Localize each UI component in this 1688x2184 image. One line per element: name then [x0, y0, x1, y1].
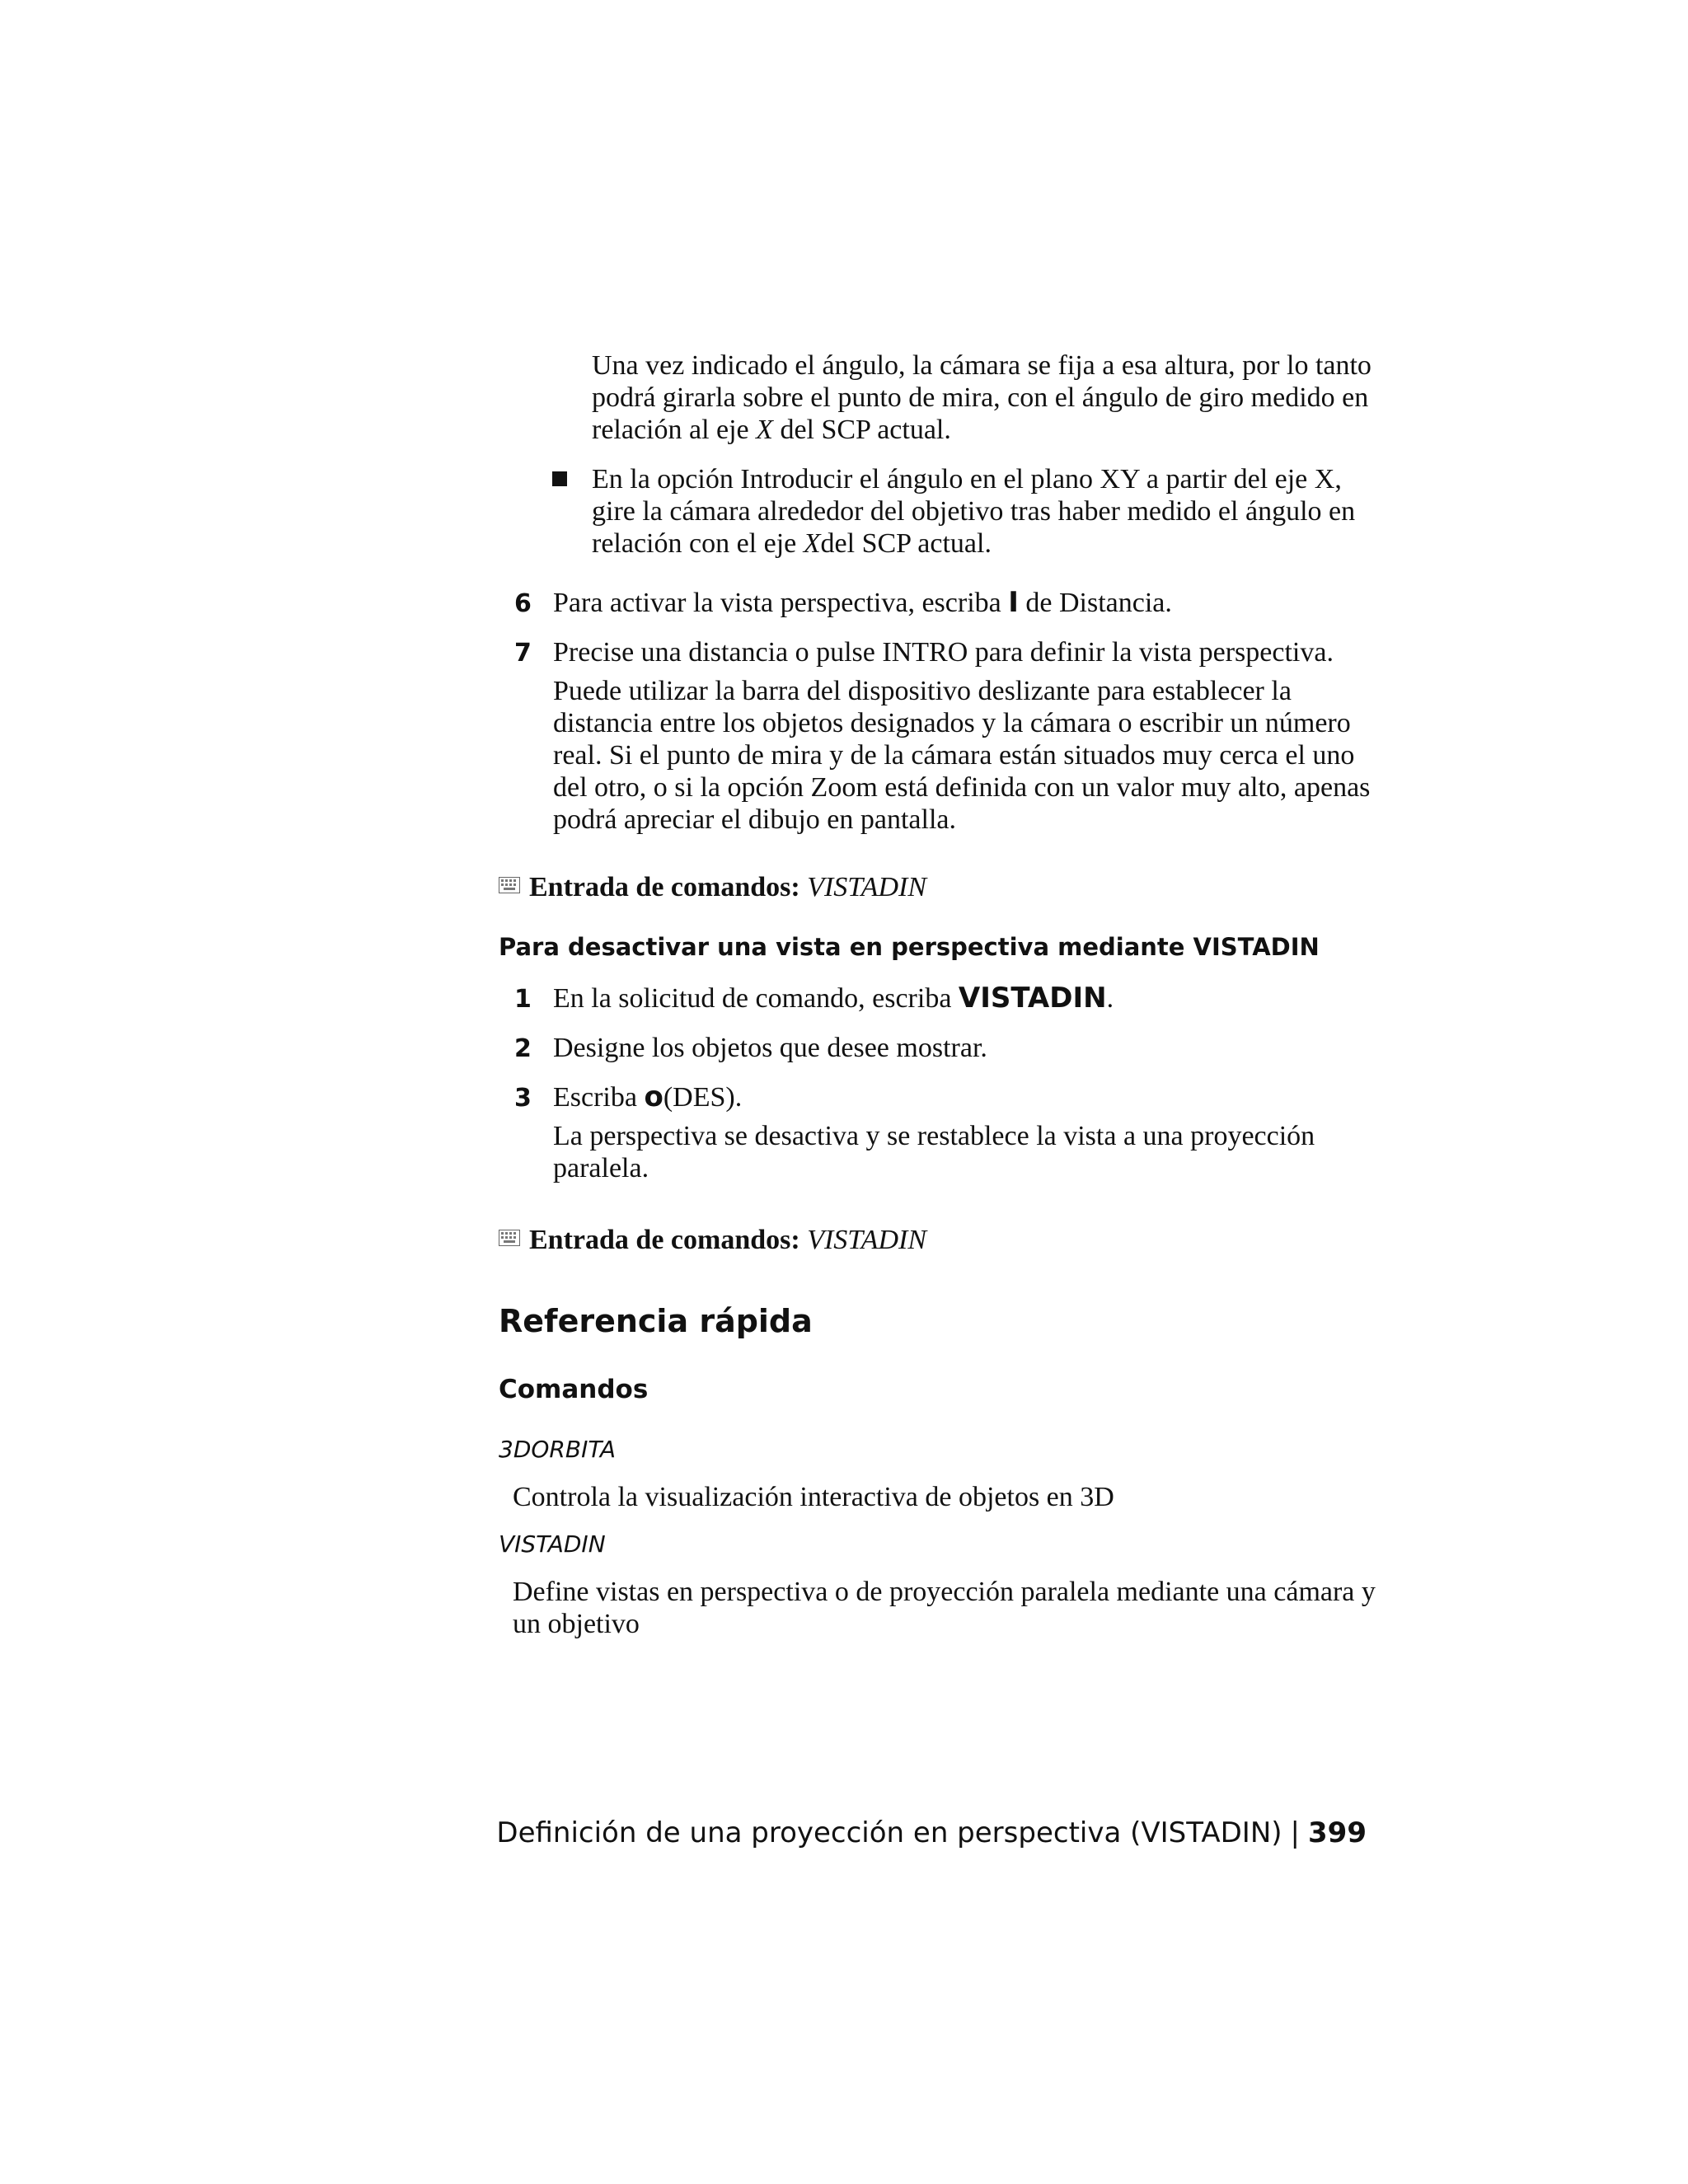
step-text-pre: Para activar la vista perspectiva, escriba — [553, 588, 1009, 618]
keyboard-icon — [499, 877, 520, 893]
command-name: VISTADIN — [499, 1530, 606, 1558]
command-entry-value: VISTADIN — [807, 872, 927, 902]
step-note: La perspectiva se desactiva y se restablece la vista a una proyección paralela. — [553, 1121, 1315, 1183]
procedure-title: Para desactivar una vista en perspectiva mediante VISTADIN — [499, 933, 1320, 961]
intro-text-a: Una vez indicado el ángulo, la cámara se fija a esa altura, por lo tanto podrá girarla sobre el punto de mira, con el ángulo de giro medido en relación al eje — [592, 350, 1372, 445]
bullet-axis-x: X — [803, 528, 821, 559]
command-description: Controla la visualización interactiva de objetos en 3D — [513, 1482, 1114, 1512]
footer-separator: | — [1290, 1816, 1301, 1849]
command-entry-label: Entrada de comandos: — [529, 1225, 800, 1255]
step-number: 3 — [514, 1084, 532, 1113]
commands-title: Comandos — [499, 1375, 649, 1404]
step-text — [553, 982, 1386, 1015]
intro-paragraph — [592, 349, 1383, 446]
intro-axis-x: X — [756, 415, 773, 445]
keyboard-icon — [499, 1230, 520, 1246]
step-text — [553, 1081, 1386, 1113]
step-text — [553, 587, 1386, 619]
step-text-pre: Designe los objetos que desee mostrar. — [553, 1033, 987, 1063]
intro-text-b: del SCP actual. — [772, 415, 951, 445]
step-text-pre: Escriba — [553, 1082, 645, 1113]
command-entry — [529, 871, 926, 903]
command-description: Define vistas en perspectiva o de proyección paralela mediante una cámara y un objetivo — [513, 1577, 1376, 1639]
command-entry-value: VISTADIN — [807, 1225, 927, 1255]
page-footer — [496, 1816, 1367, 1850]
step-text-post: . — [1106, 983, 1114, 1014]
step-note: Puede utilizar la barra del dispositivo deslizante para establecer la distancia entre los objetos designados y la cámara o escribir un número real. Si el punto de mira y de la cámara están situados muy cerca el uno del otro, o si la opción Zoom está definida con un valor muy alto, apenas podrá apreciar el dibujo en pantalla. — [553, 676, 1371, 835]
bullet-text-a: En la opción Introducir el ángulo en el plano XY a partir del eje X, gire la cámara alrededor del objetivo tras haber medido el ángulo en relación con el eje — [592, 464, 1356, 559]
footer-section-title: Definición de una proyección en perspectiva (VISTADIN) — [496, 1816, 1282, 1849]
step-text-pre: Precise una distancia o pulse INTRO para definir la vista perspectiva. — [553, 637, 1334, 668]
step-text-post: (DES). — [663, 1082, 743, 1113]
bullet-square-icon — [552, 471, 567, 486]
step-number: 6 — [514, 589, 532, 618]
step-text — [553, 636, 1386, 668]
step-number: 7 — [514, 639, 532, 668]
command-name: 3DORBITA — [499, 1436, 617, 1463]
section-title: Referencia rápida — [499, 1303, 813, 1339]
bullet-item — [592, 463, 1383, 560]
command-entry-label: Entrada de comandos: — [529, 872, 800, 902]
step-key: o — [644, 1080, 663, 1113]
step-number: 2 — [514, 1034, 532, 1063]
step-text-post: de Distancia. — [1018, 588, 1172, 618]
command-entry — [529, 1224, 926, 1256]
page-number: 399 — [1308, 1816, 1367, 1849]
step-number: 1 — [514, 985, 532, 1014]
step-key: VISTADIN — [958, 982, 1107, 1015]
step-key: I — [1008, 586, 1019, 619]
bullet-text-b: del SCP actual. — [820, 528, 992, 559]
step-text — [553, 1032, 1386, 1064]
step-text-pre: En la solicitud de comando, escriba — [553, 983, 959, 1014]
